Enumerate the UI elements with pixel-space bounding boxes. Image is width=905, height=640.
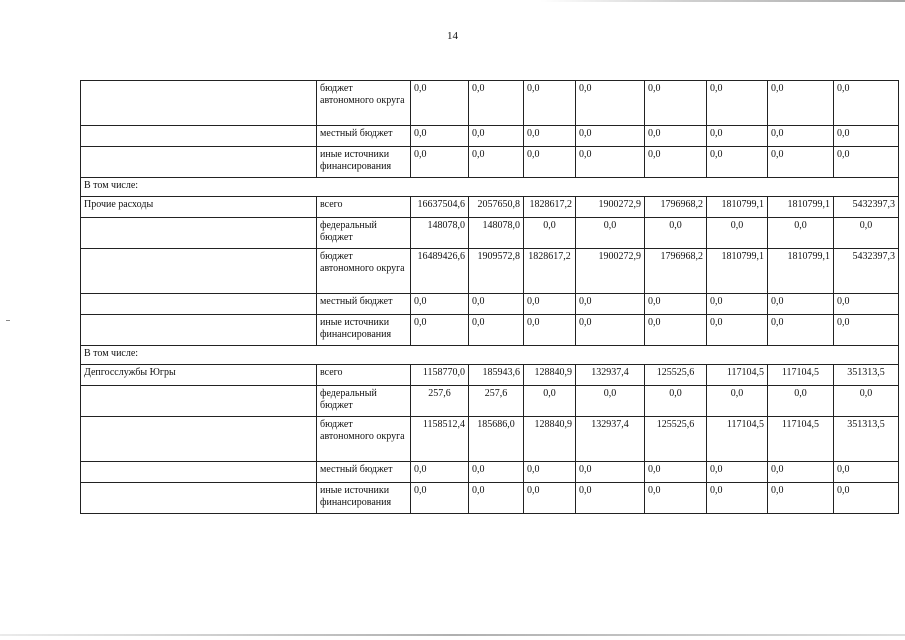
table-row (81, 81, 899, 126)
section-heading: В том числе: (81, 346, 899, 365)
value-cell: 1158770,0 (411, 365, 469, 386)
program-name-cell (81, 147, 317, 178)
value-cell: 0,0 (524, 294, 576, 315)
value-cell: 0,0 (834, 294, 899, 315)
value-cell: 0,0 (411, 315, 469, 346)
value-cell: 0,0 (768, 462, 834, 483)
value-cell: 16489426,6 (411, 249, 469, 294)
value-cell: 0,0 (411, 126, 469, 147)
value-cell: 16637504,6 (411, 197, 469, 218)
value-cell: 1900272,9 (576, 197, 645, 218)
value-cell: 0,0 (768, 81, 834, 126)
value-cell: 128840,9 (524, 365, 576, 386)
value-cell: 0,0 (768, 315, 834, 346)
value-cell: 0,0 (834, 386, 899, 417)
value-cell: 0,0 (834, 81, 899, 126)
value-cell: 0,0 (411, 294, 469, 315)
value-cell: 185686,0 (469, 417, 524, 462)
value-cell: 0,0 (469, 294, 524, 315)
source-label: бюджет автономного округа (317, 249, 411, 294)
value-cell: 1828617,2 (524, 197, 576, 218)
program-name-cell (81, 294, 317, 315)
source-label: местный бюджет (317, 462, 411, 483)
value-cell: 0,0 (524, 315, 576, 346)
program-name-cell (81, 483, 317, 514)
value-cell: 1796968,2 (645, 197, 707, 218)
value-cell: 0,0 (768, 386, 834, 417)
value-cell: 0,0 (645, 81, 707, 126)
value-cell: 0,0 (707, 81, 768, 126)
value-cell: 117104,5 (768, 365, 834, 386)
value-cell: 0,0 (524, 462, 576, 483)
program-name: Депгосслужбы Югры (81, 365, 317, 386)
value-cell: 0,0 (645, 462, 707, 483)
value-cell: 0,0 (524, 126, 576, 147)
value-cell: 0,0 (524, 147, 576, 178)
value-cell: 125525,6 (645, 365, 707, 386)
value-cell: 117104,5 (768, 417, 834, 462)
program-name-cell (81, 126, 317, 147)
value-cell: 5432397,3 (834, 249, 899, 294)
value-cell: 0,0 (411, 147, 469, 178)
source-label: местный бюджет (317, 126, 411, 147)
value-cell: 0,0 (469, 126, 524, 147)
value-cell: 0,0 (834, 147, 899, 178)
source-label: федеральный бюджет (317, 386, 411, 417)
table-row (81, 249, 899, 294)
value-cell: 1828617,2 (524, 249, 576, 294)
table-row (81, 462, 899, 483)
value-cell: 257,6 (411, 386, 469, 417)
value-cell: 0,0 (645, 147, 707, 178)
value-cell: 2057650,8 (469, 197, 524, 218)
value-cell: 0,0 (645, 315, 707, 346)
source-label: всего (317, 197, 411, 218)
value-cell: 0,0 (645, 483, 707, 514)
program-name: Прочие расходы (81, 197, 317, 218)
value-cell: 0,0 (411, 462, 469, 483)
table-row (81, 365, 899, 386)
value-cell: 0,0 (469, 462, 524, 483)
value-cell: 185943,6 (469, 365, 524, 386)
table-row (81, 294, 899, 315)
value-cell: 0,0 (576, 315, 645, 346)
program-name-cell (81, 417, 317, 462)
value-cell: 148078,0 (411, 218, 469, 249)
section-heading: В том числе: (81, 178, 899, 197)
budget-table (80, 80, 899, 514)
table-row (81, 386, 899, 417)
table-row (81, 126, 899, 147)
value-cell: 0,0 (576, 462, 645, 483)
scan-artifact-dot (6, 320, 10, 321)
value-cell: 0,0 (524, 81, 576, 126)
value-cell: 0,0 (768, 294, 834, 315)
value-cell: 0,0 (645, 218, 707, 249)
table-row (81, 315, 899, 346)
program-name-cell (81, 386, 317, 417)
value-cell: 132937,4 (576, 417, 645, 462)
program-name-cell (81, 249, 317, 294)
value-cell: 351313,5 (834, 417, 899, 462)
value-cell: 0,0 (469, 81, 524, 126)
value-cell: 0,0 (411, 483, 469, 514)
program-name-cell (81, 315, 317, 346)
value-cell: 0,0 (707, 386, 768, 417)
value-cell: 0,0 (469, 147, 524, 178)
value-cell: 0,0 (469, 315, 524, 346)
table-row (81, 147, 899, 178)
table-row (81, 197, 899, 218)
source-label: местный бюджет (317, 294, 411, 315)
value-cell: 0,0 (645, 386, 707, 417)
value-cell: 0,0 (834, 462, 899, 483)
value-cell: 0,0 (576, 483, 645, 514)
value-cell: 0,0 (834, 126, 899, 147)
value-cell: 1900272,9 (576, 249, 645, 294)
value-cell: 1810799,1 (707, 197, 768, 218)
value-cell: 0,0 (707, 462, 768, 483)
value-cell: 1796968,2 (645, 249, 707, 294)
program-name-cell (81, 462, 317, 483)
page-number: 14 (447, 30, 458, 42)
value-cell: 132937,4 (576, 365, 645, 386)
value-cell: 0,0 (768, 147, 834, 178)
value-cell: 0,0 (469, 483, 524, 514)
value-cell: 0,0 (707, 294, 768, 315)
value-cell: 0,0 (524, 386, 576, 417)
value-cell: 1810799,1 (768, 197, 834, 218)
value-cell: 0,0 (576, 147, 645, 178)
value-cell: 0,0 (768, 483, 834, 514)
scan-artifact-top (540, 0, 905, 2)
value-cell: 0,0 (768, 218, 834, 249)
value-cell: 0,0 (834, 315, 899, 346)
value-cell: 0,0 (707, 147, 768, 178)
source-label: всего (317, 365, 411, 386)
section-heading-row (81, 178, 899, 197)
value-cell: 0,0 (707, 315, 768, 346)
scan-artifact-bottom (0, 634, 905, 636)
program-name-cell (81, 81, 317, 126)
value-cell: 0,0 (768, 126, 834, 147)
source-label: иные источники финансирования (317, 147, 411, 178)
value-cell: 0,0 (576, 218, 645, 249)
table-row (81, 218, 899, 249)
value-cell: 0,0 (707, 218, 768, 249)
value-cell: 1909572,8 (469, 249, 524, 294)
source-label: иные источники финансирования (317, 315, 411, 346)
table-row (81, 417, 899, 462)
value-cell: 0,0 (524, 483, 576, 514)
value-cell: 0,0 (576, 81, 645, 126)
value-cell: 5432397,3 (834, 197, 899, 218)
value-cell: 0,0 (834, 218, 899, 249)
value-cell: 0,0 (576, 386, 645, 417)
source-label: бюджет автономного округа (317, 81, 411, 126)
value-cell: 0,0 (645, 126, 707, 147)
section-heading-row (81, 346, 899, 365)
value-cell: 0,0 (645, 294, 707, 315)
program-name-cell (81, 218, 317, 249)
value-cell: 0,0 (411, 81, 469, 126)
value-cell: 0,0 (707, 483, 768, 514)
table-row (81, 483, 899, 514)
value-cell: 0,0 (707, 126, 768, 147)
value-cell: 1810799,1 (768, 249, 834, 294)
value-cell: 0,0 (524, 218, 576, 249)
value-cell: 117104,5 (707, 417, 768, 462)
value-cell: 125525,6 (645, 417, 707, 462)
value-cell: 0,0 (576, 126, 645, 147)
value-cell: 1810799,1 (707, 249, 768, 294)
value-cell: 0,0 (834, 483, 899, 514)
value-cell: 117104,5 (707, 365, 768, 386)
value-cell: 128840,9 (524, 417, 576, 462)
source-label: федеральный бюджет (317, 218, 411, 249)
value-cell: 1158512,4 (411, 417, 469, 462)
source-label: бюджет автономного округа (317, 417, 411, 462)
value-cell: 0,0 (576, 294, 645, 315)
value-cell: 257,6 (469, 386, 524, 417)
value-cell: 148078,0 (469, 218, 524, 249)
source-label: иные источники финансирования (317, 483, 411, 514)
value-cell: 351313,5 (834, 365, 899, 386)
